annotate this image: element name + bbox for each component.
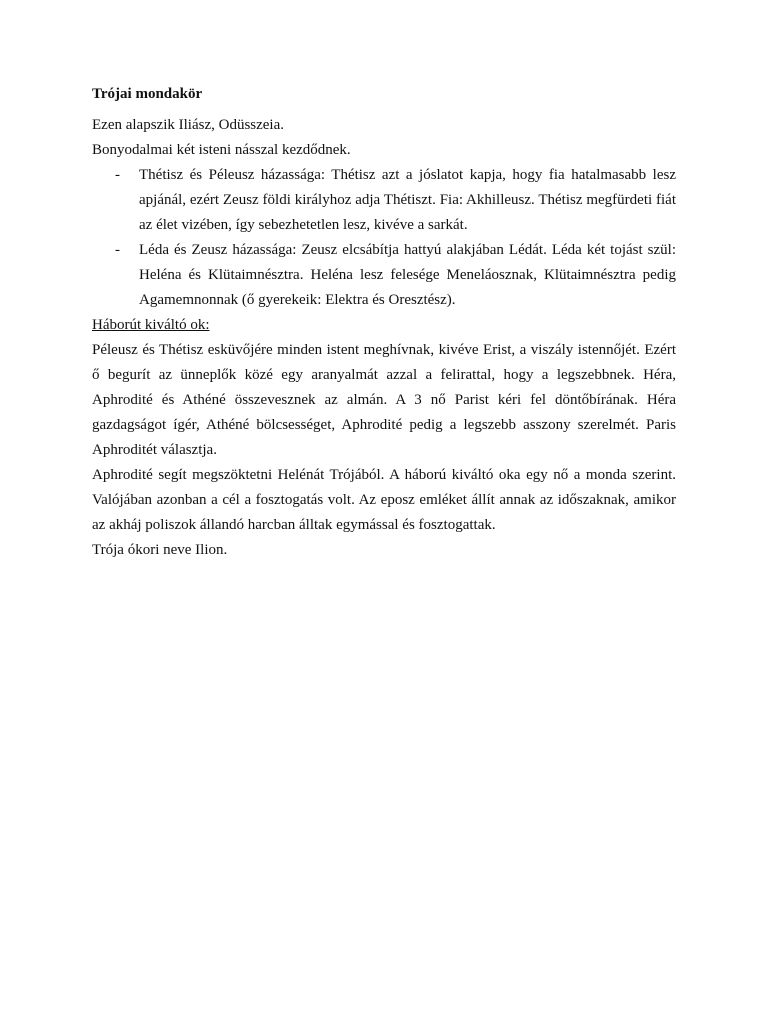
intro-line: Ezen alapszik Iliász, Odüsszeia. xyxy=(92,117,285,133)
list-item-text: Thétisz és Péleusz házassága: Thétisz azt a jóslatot kapja, hogy fia hatalmasabb lesz apjánál, ezért Zeusz földi királyhoz adja Thétiszt. Fia: Akhilleusz. Thétisz megfürdeti fiát az élet vizében, így sebezhetetlen lesz, kivéve a sarkát. xyxy=(139,167,676,233)
bullet-dash: - xyxy=(115,167,120,183)
document-page xyxy=(92,84,676,563)
list-item xyxy=(92,238,676,313)
paragraph: Aphrodité segít megszöktetni Helénát Trójából. A háború kiváltó oka egy nő a monda szerint. Valójában azonban a cél a fosztogatás volt. Az eposz emléket állít annak az időszaknak, amikor az akháj poliszok állandó harcban álltak egymással és fosztogattak. xyxy=(92,467,676,533)
document-title: Trójai mondakör xyxy=(92,86,203,102)
marriage-list xyxy=(92,163,676,313)
war-heading-text: Háborút kiváltó ok: xyxy=(92,317,210,333)
section-heading xyxy=(92,313,676,338)
closing-line: Trója ókori neve Ilion. xyxy=(92,542,228,558)
list-item-text: Léda és Zeusz házassága: Zeusz elcsábítja hattyú alakjában Lédát. Léda két tojást szül: Heléna és Klütaimnésztra. Heléna lesz felesége Meneláosznak, Klütaimnésztra pedig Agamemnonnak (ő gyerekeik: Elektra és Oresztész). xyxy=(139,242,676,308)
bullet-dash: - xyxy=(115,242,120,258)
list-item xyxy=(92,163,676,238)
paragraph: Péleusz és Thétisz esküvőjére minden istent meghívnak, kivéve Erist, a viszály istennőjét. Ezért ő begurít az ünneplők közé egy aranyalmát azzal a felirattal, hogy a legszebbnek. Héra, Aphrodité és Athéné összevesznek az almán. A 3 nő Parist kéri fel döntőbírának. Héra gazdagságot ígér, Athéné bölcsességet, Aphrodité pedig a legszebb asszony szerelmét. Paris Aphroditét választja. xyxy=(92,342,676,458)
intro-line: Bonyodalmai két isteni násszal kezdődnek. xyxy=(92,142,351,158)
